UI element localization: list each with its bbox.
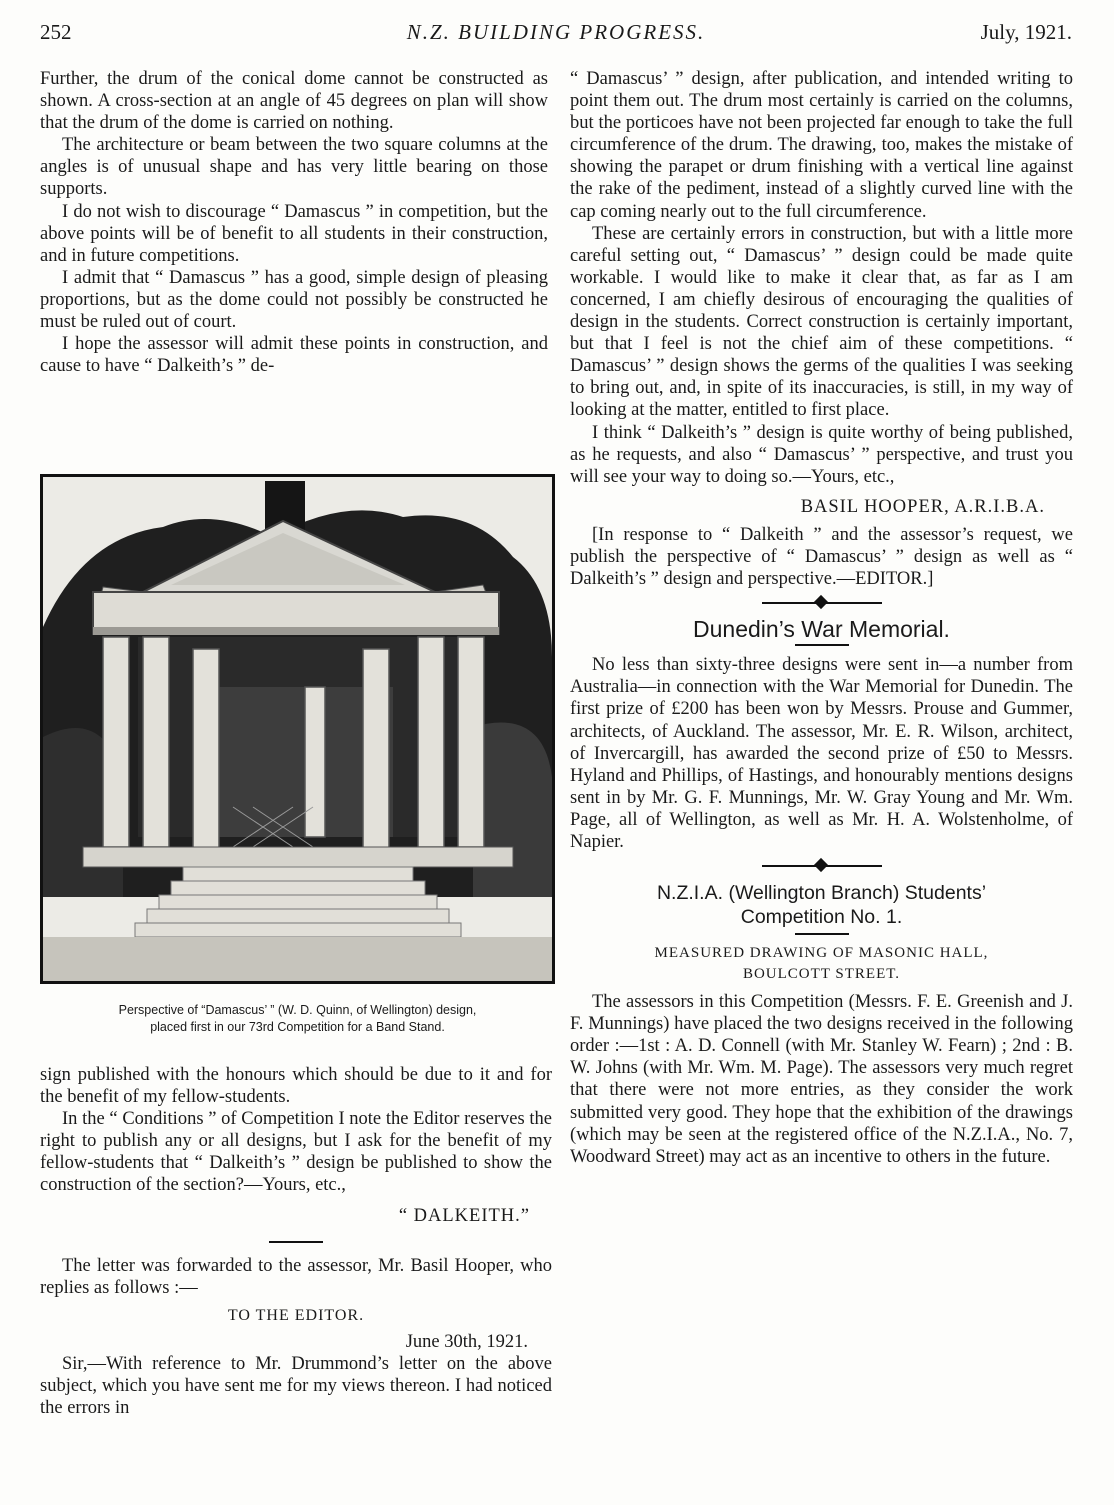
paragraph: No less than sixty-three designs were sent in—a number from Australia—in connection with the War Memorial for Dunedin. The first prize of £200 has been won by Messrs. Prouse and Gummer, architects, of Auckland. The assessor, Mr. E. R. Wilson, architect, of Invercargill, has awarded the second prize of £50 to Messrs. Hyland and Phillips, of Hastings, and honourably mentions designs sent in by Mr. G. F. Munnings, Mr. W. Gray Young and Mr. Wm. Page, all of Wellington, as well as Mr. H. A. Wolstenholme, of Napier.: [570, 655, 1073, 852]
paragraph: In the “ Conditions ” of Competition I note the Editor reserves the right to publish any or all designs, but I ask for the benefit of my fellow-students that “ Dalkeith’s ” design be published to show the construction of the section?—Yours, etc.,: [40, 1109, 552, 1196]
to-editor: TO THE EDITOR.: [227, 1306, 365, 1324]
divider: [269, 1241, 323, 1243]
letter-date: June 30th, 1921.: [405, 1331, 528, 1352]
bandstand-drawing: [43, 477, 552, 981]
bandstand-illustration: [40, 474, 555, 984]
paragraph: sign published with the honours which should be due to it and for the benefit of my fellow-students.: [40, 1065, 552, 1108]
paragraph: These are certainly errors in construction, but with a little more careful setting out, “ Damascus’ ” design could be made quite workable. I would like to make it clear that, as far as I am concerned, I am chiefly desirous of encouraging the qualities of design in the students. Correct construction is certainly important, but that I feel is not the chief aim of these competitions. “ Damascus’ ” design shows the germs of the qualities I was seeking to bring out, and, in spite of its inaccuracies, is still, in my way of looking at the matter, entitled to first place.: [570, 223, 1073, 421]
ornament-divider: [762, 596, 882, 610]
subheading-line: BOULCOTT STREET.: [742, 966, 901, 983]
signature-dalkeith: “ DALKEITH.”: [398, 1205, 530, 1226]
heading-war-memorial: Dunedin’s War Memorial.: [693, 616, 950, 643]
caption-line: placed first in our 73rd Competition for a Band Stand.: [150, 1020, 445, 1034]
divider: [795, 933, 849, 935]
caption-line: Perspective of “Damascus’ ” (W. D. Quinn, of Wellington) design,: [118, 1003, 477, 1017]
bandstand-figure: [40, 474, 555, 1036]
paragraph: The assessors in this Competition (Messrs. F. E. Greenish and J. F. Munnings) have placed the two designs received in the following order :—1st : A. D. Connell (with Mr. Stanley W. Fearn) ; 2nd : B. W. Johns (with Mr. Wm. M. Page). The assessors very much regret that there were not more entries, as they consider the work submitted very good. They hope that the exhibition of the drawings (which may be seen at the registered office of the N.Z.I.A., No. 7, Woodward Street) may act as an incentive to others in the future.: [570, 992, 1073, 1167]
left-column-bottom: [40, 1064, 552, 1419]
paragraph: I do not wish to discourage “ Damascus ” in competition, but the above points will be of benefit to all students in their construction, and in future competitions.: [40, 201, 548, 266]
editor-note: [In response to “ Dalkeith ” and the assessor’s request, we publish the perspective of “ Damascus’ ” design as well as “ Dalkeith’s ” design and perspective.—EDITOR.]: [570, 524, 1073, 590]
subheading: [570, 943, 1073, 985]
paragraph: Sir,—With reference to Mr. Drummond’s letter on the above subject, which you have sent me for my views thereon. I had noticed the errors in: [40, 1354, 552, 1419]
heading-line: N.Z.I.A. (Wellington Branch) Students’: [656, 882, 987, 905]
figure-caption: [40, 1002, 555, 1036]
right-column: [570, 68, 1073, 1168]
paragraph: I admit that “ Damascus ” has a good, simple design of pleasing proportions, but as the dome could not possibly be constructed he must be ruled out of court.: [40, 267, 548, 333]
paragraph: Further, the drum of the conical dome cannot be constructed as shown. A cross-section at an angle of 45 degrees on plan will show that the drum of the dome is carried on nothing.: [40, 69, 548, 134]
signature-hooper: BASIL HOOPER, A.R.I.B.A.: [800, 496, 1045, 517]
paragraph: The architecture or beam between the two square columns at the angles is of unusual shape and has very little bearing on those supports.: [40, 135, 548, 200]
page-number: 252: [40, 20, 72, 44]
paragraph: The letter was forwarded to the assessor, Mr. Basil Hooper, who replies as follows :—: [40, 1255, 552, 1298]
paragraph: I think “ Dalkeith’s ” design is quite worthy of being published, as he requests, and also “ Damascus’ ” perspective, and trust you will see your way to doing so.—Yours, etc.,: [570, 422, 1073, 487]
ornament-divider: [762, 859, 882, 873]
issue-date: July, 1921.: [980, 20, 1072, 44]
left-column-top: [40, 68, 548, 377]
paragraph: I hope the assessor will admit these points in construction, and cause to have “ Dalkeith’s ” de-: [40, 334, 548, 377]
page-header: [40, 20, 1072, 54]
publication-title: N.Z. BUILDING PROGRESS.: [406, 20, 706, 44]
divider: [795, 644, 849, 646]
paragraph: “ Damascus’ ” design, after publication, and intended writing to point them out. The drum most certainly is carried on the columns, but the porticoes have not been projected far enough to take the full circumference of the drum. The drawing, too, makes the mistake of showing the parapet or drum finishing with a vertical line against the rake of the pediment, instead of a slightly curved line with the cap coming nearly out to the full circumference.: [570, 69, 1073, 222]
heading-nzia-competition: [570, 881, 1073, 929]
subheading-line: MEASURED DRAWING OF MASONIC HALL,: [654, 945, 989, 962]
heading-line: Competition No. 1.: [740, 906, 903, 929]
